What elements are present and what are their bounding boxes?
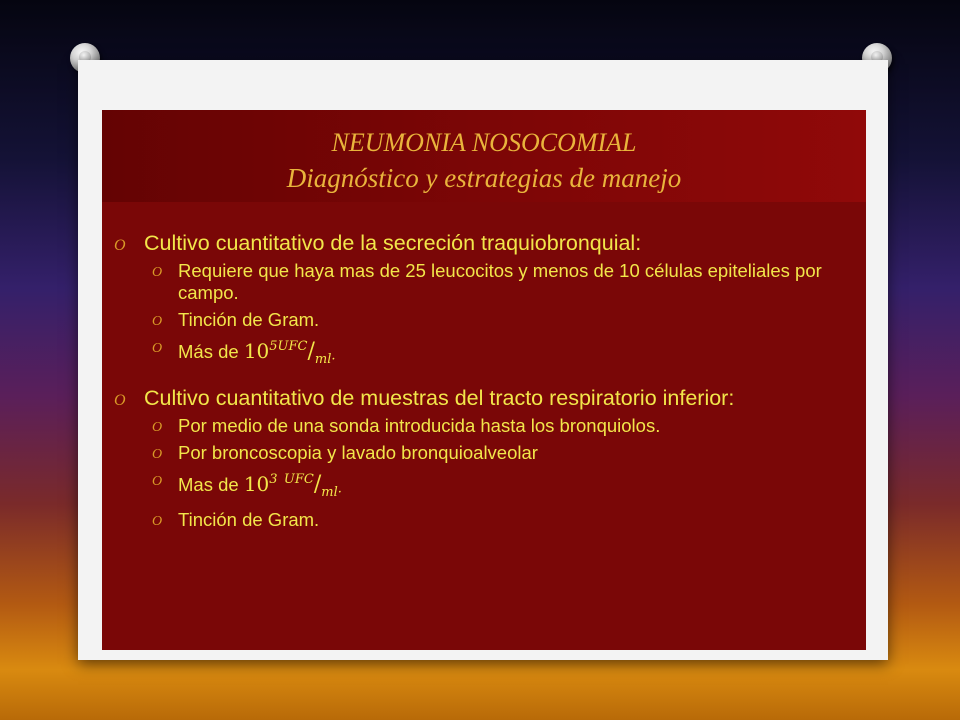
bullet-icon: O	[114, 237, 126, 254]
section1-item-3	[110, 336, 858, 371]
section1-heading	[110, 232, 858, 255]
section2-item-2	[110, 442, 858, 464]
bullet-icon: O	[152, 474, 163, 489]
bullet-icon: O	[152, 514, 163, 529]
formula-unit-bottom: ml·	[314, 352, 336, 367]
formula-slash: /	[313, 472, 322, 497]
formula-unit-top: UFC	[283, 472, 314, 487]
formula-base: 10	[243, 339, 270, 363]
section1-item-2	[110, 309, 858, 331]
bullet-icon: O	[152, 265, 163, 280]
section1-item-1	[110, 260, 858, 304]
section1-item-2-text: Tinción de Gram.	[178, 309, 320, 330]
formula-exponent: 5	[269, 339, 278, 354]
section1-item-1-text: Requiere que haya mas de 25 leucocitos y menos de 10 células epiteliales por campo.	[178, 260, 822, 303]
slide-title: NEUMONIA NOSOCOMIAL	[331, 128, 637, 157]
section2-heading-text: Cultivo cuantitativo de muestras del tracto respiratorio inferior:	[144, 386, 735, 410]
section1-formula-prefix: Más de	[178, 341, 244, 362]
formula-slash: /	[307, 339, 315, 364]
bullet-icon: O	[152, 314, 163, 329]
formula-unit-bottom: ml·	[321, 485, 342, 500]
formula-unit-top: UFC	[277, 339, 308, 354]
bullet-icon: O	[114, 392, 126, 409]
section1-formula	[243, 339, 336, 367]
section2-item-2-text: Por broncoscopia y lavado bronquioalveolar	[178, 442, 538, 463]
section2-item-1-text: Por medio de una sonda introducida hasta los bronquiolos.	[178, 415, 661, 436]
section2-item-4	[110, 509, 858, 531]
section2-item-3	[110, 469, 858, 504]
section2-item-1	[110, 415, 858, 437]
slide-subtitle: Diagnóstico y estrategias de manejo	[286, 163, 682, 193]
section2-item-4-text: Tinción de Gram.	[178, 509, 320, 530]
section-gap	[110, 371, 858, 387]
bullet-icon: O	[152, 420, 163, 435]
section1-heading-text: Cultivo cuantitativo de la secreción traquiobronquial:	[144, 231, 642, 255]
formula-exponent: 3	[269, 472, 278, 487]
formula-base: 10	[243, 472, 270, 496]
title-bar	[102, 110, 866, 202]
section2-formula	[243, 472, 342, 500]
section2-formula-prefix: Mas de	[178, 474, 244, 495]
bullet-list	[110, 232, 858, 531]
section2-heading	[110, 387, 858, 410]
bullet-icon: O	[152, 447, 163, 462]
bullet-icon: O	[152, 341, 163, 356]
